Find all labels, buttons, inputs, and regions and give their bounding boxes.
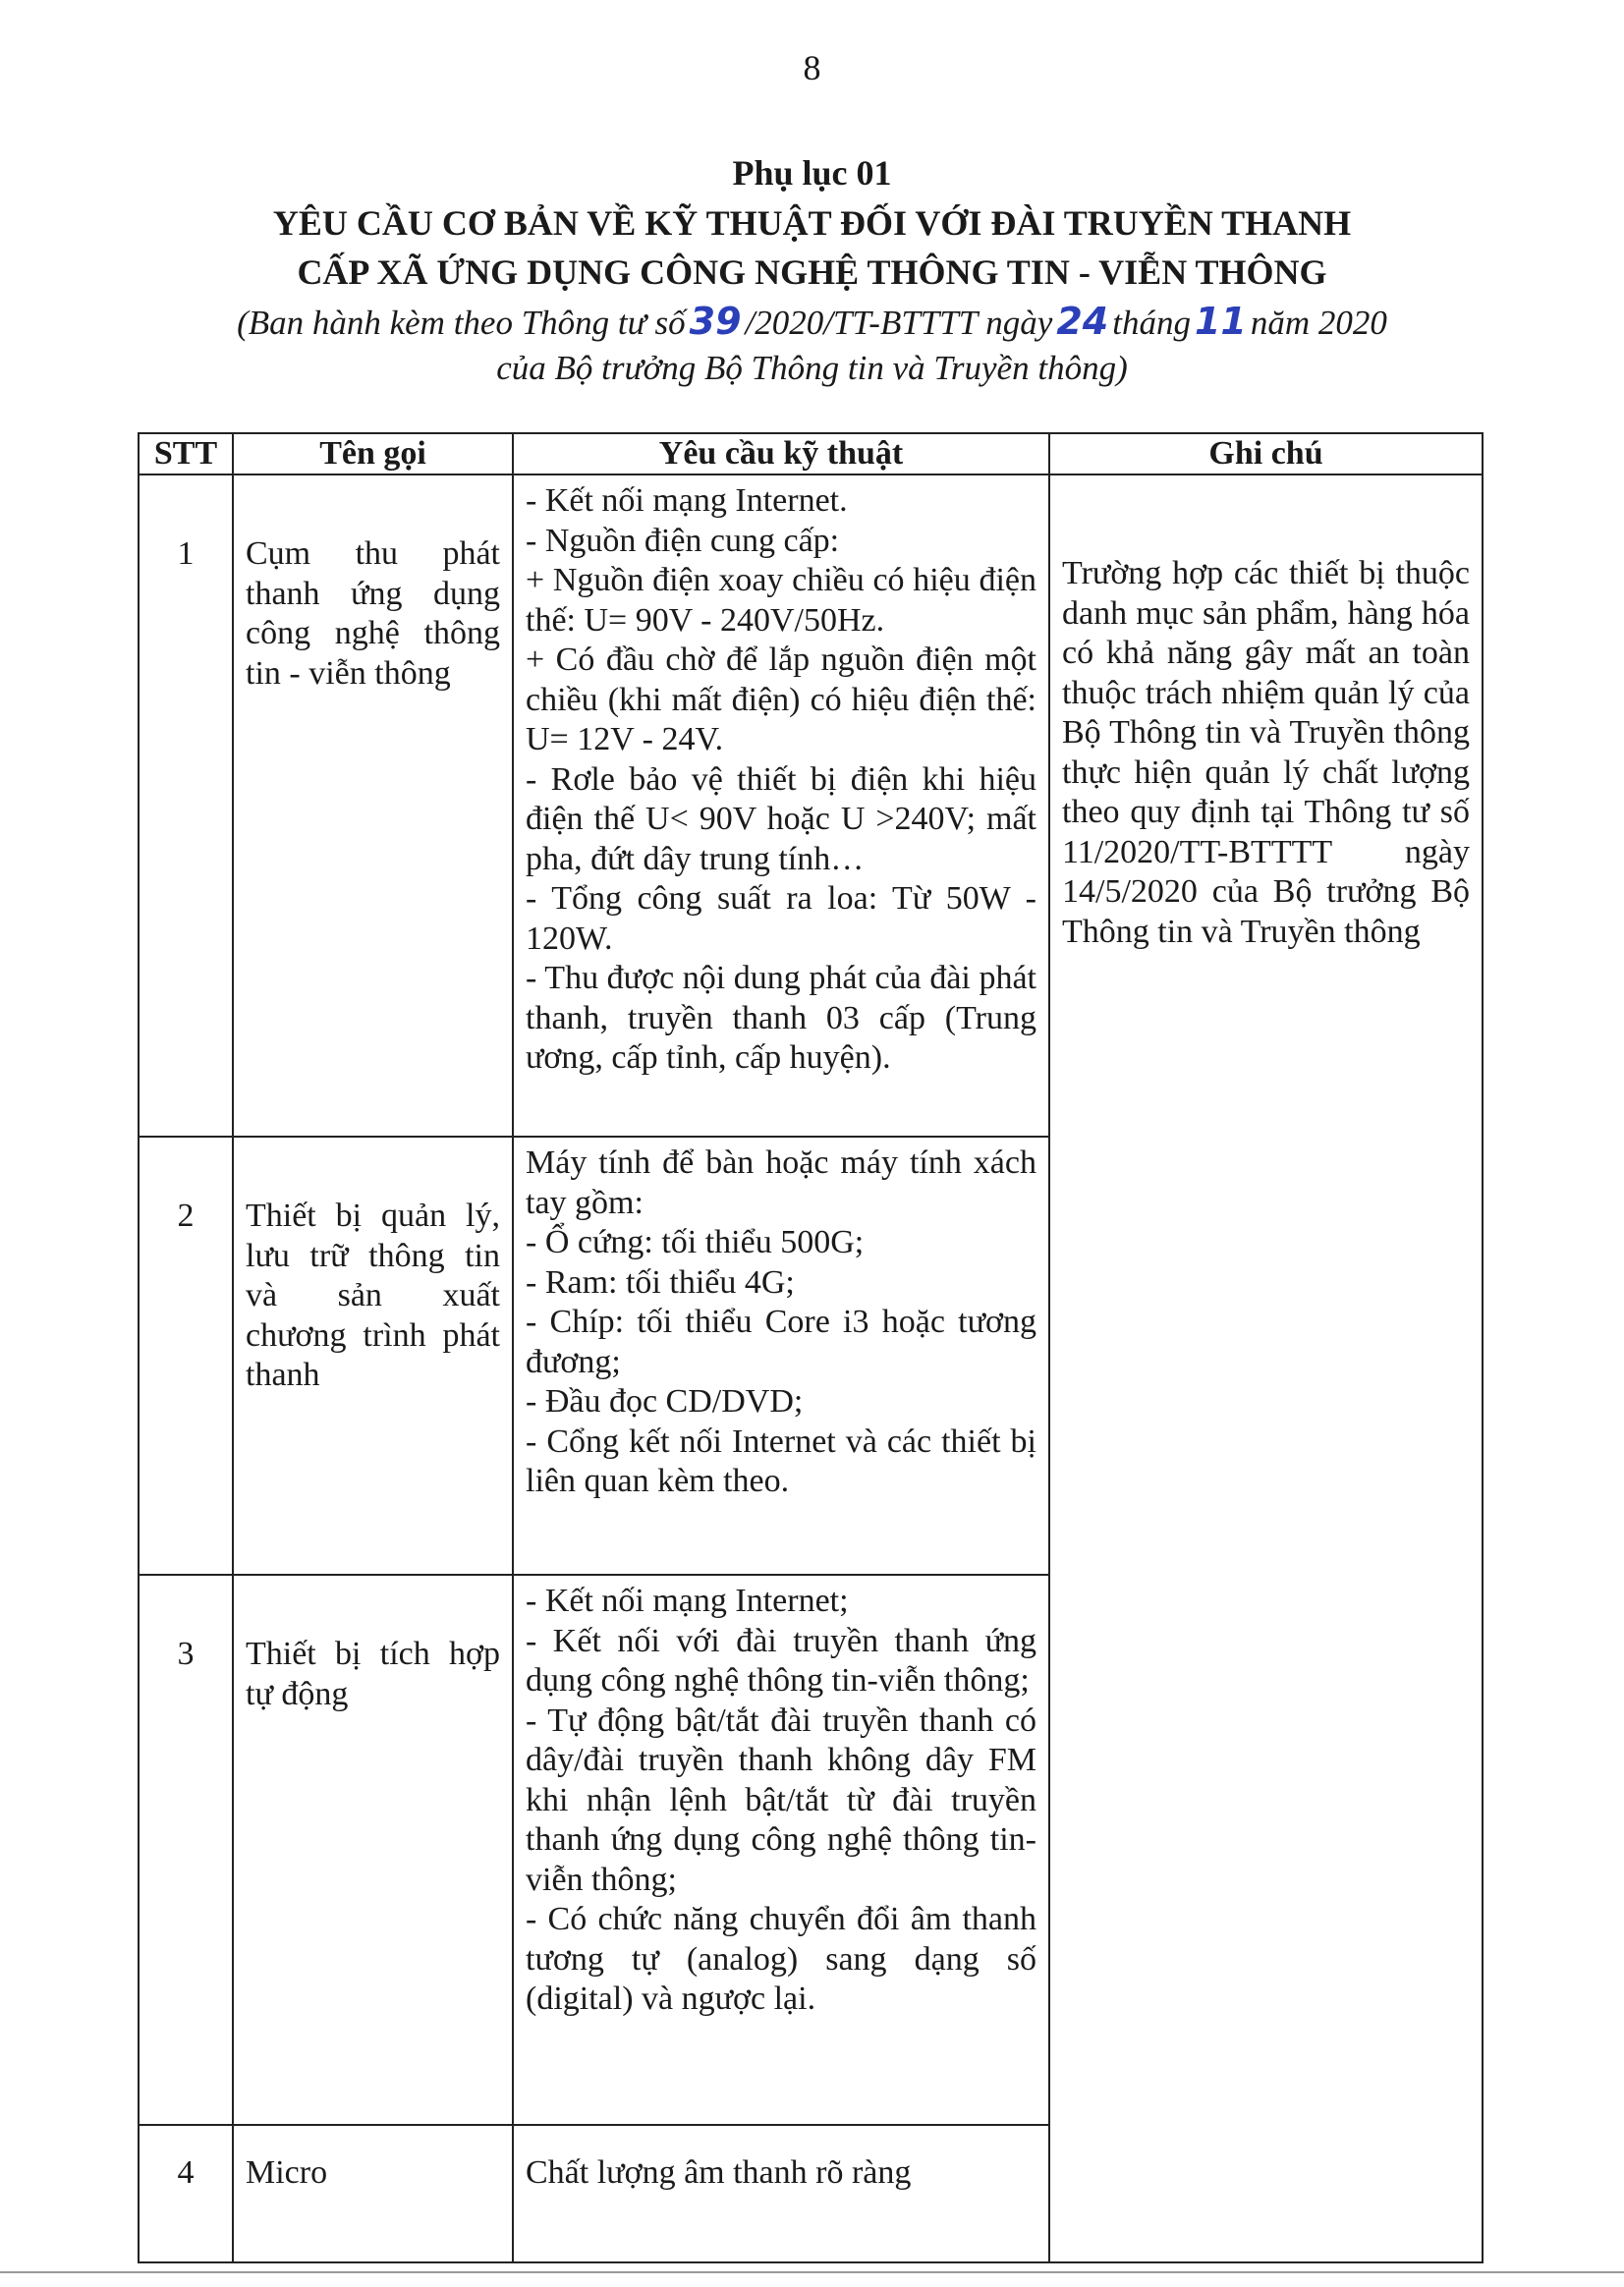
header-requirements: Yêu cầu kỹ thuật bbox=[513, 433, 1049, 474]
row-name: Thiết bị tích hợp tự động bbox=[233, 1575, 513, 2125]
handwritten-month: 11 bbox=[1194, 300, 1247, 343]
requirement-line: - Chíp: tối thiểu Core i3 hoặc tương đương; bbox=[526, 1304, 1036, 1380]
row-stt: 3 bbox=[139, 1575, 233, 2125]
row-requirements bbox=[513, 474, 1049, 1137]
requirement-line: - Nguồn điện cung cấp: bbox=[526, 522, 840, 559]
requirement-line: Chất lượng âm thanh rõ ràng bbox=[526, 2154, 912, 2191]
requirement-line: - Ổ cứng: tối thiểu 500G; bbox=[526, 1224, 865, 1260]
row-name: Cụm thu phát thanh ứng dụng công nghệ thông tin - viễn thông bbox=[233, 474, 513, 1137]
requirement-line: - Kết nối mạng Internet. bbox=[526, 482, 848, 519]
page-bottom-rule bbox=[0, 2271, 1624, 2273]
page-number: 8 bbox=[803, 48, 821, 87]
requirement-line: - Đầu đọc CD/DVD; bbox=[526, 1383, 804, 1420]
general-note: Trường hợp các thiết bị thuộc danh mục sản phẩm, hàng hóa có khả năng gây mất an toàn thuộc trách nhiệm quản lý của Bộ Thông tin và Truyền thông thực hiện quản lý chất lượng theo quy định tại Thông tư số 11/2020/TT-BTTTT ngày 14/5/2020 của Bộ trưởng Bộ Thông tin và Truyền thông bbox=[1049, 474, 1483, 2262]
requirement-line: - Kết nối mạng Internet; bbox=[526, 1583, 849, 1619]
header-note: Ghi chú bbox=[1049, 433, 1483, 474]
header-stt: STT bbox=[139, 433, 233, 474]
issuance-mid-1: /2020/TT-BTTTT ngày bbox=[745, 304, 1053, 342]
table-row bbox=[139, 474, 1483, 1137]
document-title-line-2: CẤP XÃ ỨNG DỤNG CÔNG NGHỆ THÔNG TIN - VIỄN THÔNG bbox=[297, 252, 1327, 292]
requirement-line: + Nguồn điện xoay chiều có hiệu điện thế: U= 90V - 240V/50Hz. bbox=[526, 562, 1036, 639]
row-stt: 4 bbox=[139, 2125, 233, 2262]
row-requirements bbox=[513, 2125, 1049, 2262]
row-requirements bbox=[513, 1137, 1049, 1575]
issuance-mid-2: tháng bbox=[1112, 304, 1191, 342]
handwritten-circular-number: 39 bbox=[689, 300, 742, 343]
appendix-label: Phụ lục 01 bbox=[732, 153, 892, 193]
requirements-table bbox=[138, 432, 1484, 2263]
requirement-line: - Kết nối với đài truyền thanh ứng dụng công nghệ thông tin-viễn thông; bbox=[526, 1622, 1036, 1699]
requirement-line: - Có chức năng chuyển đổi âm thanh tương tự (analog) sang dạng số (digital) và ngược lại. bbox=[526, 1901, 1036, 2017]
row-stt: 2 bbox=[139, 1137, 233, 1575]
issuance-end: năm 2020 bbox=[1250, 304, 1387, 342]
row-name: Thiết bị quản lý, lưu trữ thông tin và sản xuất chương trình phát thanh bbox=[233, 1137, 513, 1575]
requirement-line: - Ram: tối thiểu 4G; bbox=[526, 1263, 795, 1301]
issuance-note-line-2: của Bộ trưởng Bộ Thông tin và Truyền thông) bbox=[496, 349, 1128, 387]
issuance-prefix: (Ban hành kèm theo Thông tư số bbox=[237, 304, 686, 342]
requirement-line: - Cổng kết nối Internet và các thiết bị liên quan kèm theo. bbox=[526, 1422, 1036, 1499]
requirement-line: Máy tính để bàn hoặc máy tính xách tay gồm: bbox=[526, 1144, 1036, 1221]
requirement-line: - Thu được nội dung phát của đài phát thanh, truyền thanh 03 cấp (Trung ương, cấp tỉnh, cấp huyện). bbox=[526, 960, 1036, 1076]
requirement-line: - Tổng công suất ra loa: Từ 50W - 120W. bbox=[526, 880, 1036, 957]
row-requirements bbox=[513, 1575, 1049, 2125]
row-name: Micro bbox=[233, 2125, 513, 2262]
requirement-line: + Có đầu chờ để lắp nguồn điện một chiều (khi mất điện) có hiệu điện thế: U= 12V - 24V. bbox=[526, 641, 1036, 757]
issuance-note-line-1 bbox=[0, 299, 1624, 346]
document-title-line-1: YÊU CẦU CƠ BẢN VỀ KỸ THUẬT ĐỐI VỚI ĐÀI TRUYỀN THANH bbox=[272, 203, 1352, 243]
table-header-row bbox=[139, 433, 1483, 474]
row-stt: 1 bbox=[139, 474, 233, 1137]
requirement-line: - Tự động bật/tắt đài truyền thanh có dây/đài truyền thanh không dây FM khi nhận lệnh bật/tắt từ đài truyền thanh ứng dụng công nghệ thông tin-viễn thông; bbox=[526, 1701, 1036, 1898]
header-name: Tên gọi bbox=[233, 433, 513, 474]
handwritten-day: 24 bbox=[1056, 300, 1109, 343]
requirement-line: - Rơle bảo vệ thiết bị điện khi hiệu điện thế U< 90V hoặc U >240V; mất pha, đứt dây trung tính… bbox=[526, 760, 1036, 877]
